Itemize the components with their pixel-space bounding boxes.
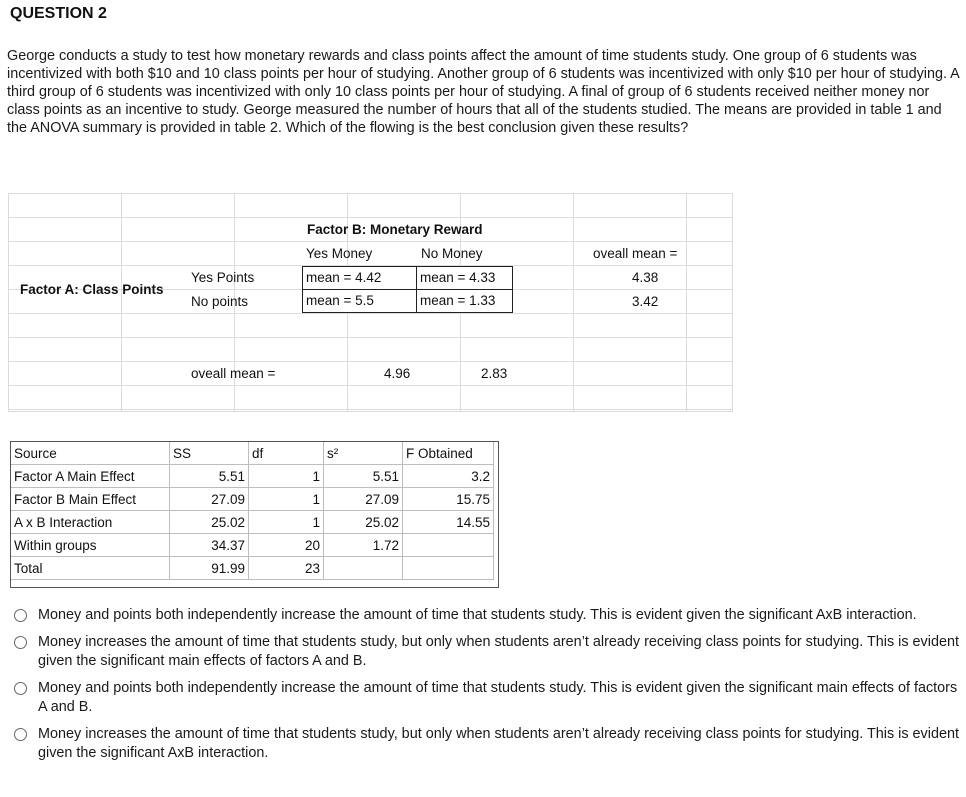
answer-option-text: Money and points both independently increase the amount of time that students study. This is evident given the significant AxB interaction. (38, 607, 917, 623)
anova-s2: 27.09 (324, 488, 403, 511)
anova-df: 1 (249, 488, 324, 511)
anova-source: Factor A Main Effect (11, 465, 170, 488)
row-yes-points: Yes Points (191, 270, 255, 285)
cell-yes-points-no-money: mean = 4.33 (416, 266, 513, 290)
anova-row (11, 511, 494, 534)
anova-header-ss: SS (170, 442, 249, 465)
radio-button-icon[interactable] (14, 636, 27, 649)
row-mean-no-points: 3.42 (632, 294, 659, 309)
anova-header-source: Source (11, 442, 170, 465)
anova-f: 15.75 (403, 488, 494, 511)
anova-f: 3.2 (403, 465, 494, 488)
anova-header-row (11, 442, 494, 465)
answer-option-text: Money increases the amount of time that students study, but only when students aren’t already receiving class points for studying. This is evident given the significant AxB interaction. (38, 726, 959, 761)
anova-ss: 34.37 (170, 534, 249, 557)
anova-source: Total (11, 557, 170, 580)
anova-ss: 91.99 (170, 557, 249, 580)
anova-f: 14.55 (403, 511, 494, 534)
col-mean-label: oveall mean = (191, 366, 276, 381)
anova-df: 1 (249, 465, 324, 488)
anova-s2: 25.02 (324, 511, 403, 534)
anova-ss: 5.51 (170, 465, 249, 488)
factor-b-header: Factor B: Monetary Reward (307, 222, 483, 237)
anova-df: 1 (249, 511, 324, 534)
answer-option[interactable] (14, 606, 962, 625)
anova-source: Within groups (11, 534, 170, 557)
radio-button-icon[interactable] (14, 728, 27, 741)
anova-header-f: F Obtained (403, 442, 494, 465)
anova-f (403, 557, 494, 580)
answer-option-text: Money and points both independently increase the amount of time that students study. This is evident given the significant main effects of factors A and B. (38, 680, 958, 715)
anova-row (11, 557, 494, 580)
cell-no-points-no-money: mean = 1.33 (416, 289, 513, 313)
answer-option[interactable] (14, 725, 962, 763)
anova-header-df: df (249, 442, 324, 465)
question-title: QUESTION 2 (10, 5, 107, 22)
answer-option-text: Money increases the amount of time that students study, but only when students aren’t already receiving class points for studying. This is evident given the significant main effects of factors A and B. (38, 634, 959, 669)
row-mean-header: oveall mean = (593, 246, 678, 261)
cell-yes-points-yes-money: mean = 4.42 (302, 266, 417, 290)
anova-source: A x B Interaction (11, 511, 170, 534)
anova-ss: 25.02 (170, 511, 249, 534)
anova-f (403, 534, 494, 557)
anova-ss: 27.09 (170, 488, 249, 511)
anova-df: 23 (249, 557, 324, 580)
anova-row (11, 465, 494, 488)
anova-df: 20 (249, 534, 324, 557)
answer-option[interactable] (14, 633, 962, 671)
question-prompt: George conducts a study to test how monetary rewards and class points affect the amount of time students study. One group of 6 students was incentivized with both $10 and 10 class points per hour of studying. Another group of 6 students was incentivized with only $10 per hour of studying. A third group of 6 students was incentivized with only 10 class points per hour of studying. A final of group of 6 students received neither money nor class points as an incentive to study. George measured the number of hours that all of the students studied. The means are provided in table 1 and the ANOVA summary is provided in table 2. Which of the flowing is the best conclusion given these results? (7, 48, 959, 136)
radio-button-icon[interactable] (14, 609, 27, 622)
anova-row (11, 534, 494, 557)
anova-source: Factor B Main Effect (11, 488, 170, 511)
anova-s2 (324, 557, 403, 580)
radio-button-icon[interactable] (14, 682, 27, 695)
factor-a-label: Factor A: Class Points (20, 282, 164, 297)
col-mean-no-money: 2.83 (481, 366, 508, 381)
row-no-points: No points (191, 294, 249, 309)
cell-no-points-yes-money: mean = 5.5 (302, 289, 417, 313)
anova-table (10, 441, 494, 580)
anova-row (11, 488, 494, 511)
col-yes-money: Yes Money (306, 246, 373, 261)
col-no-money: No Money (421, 246, 483, 261)
answer-options (14, 606, 962, 771)
answer-option[interactable] (14, 679, 962, 717)
anova-header-s2: s² (324, 442, 403, 465)
anova-s2: 5.51 (324, 465, 403, 488)
col-mean-yes-money: 4.96 (384, 366, 411, 381)
anova-s2: 1.72 (324, 534, 403, 557)
row-mean-yes-points: 4.38 (632, 270, 659, 285)
